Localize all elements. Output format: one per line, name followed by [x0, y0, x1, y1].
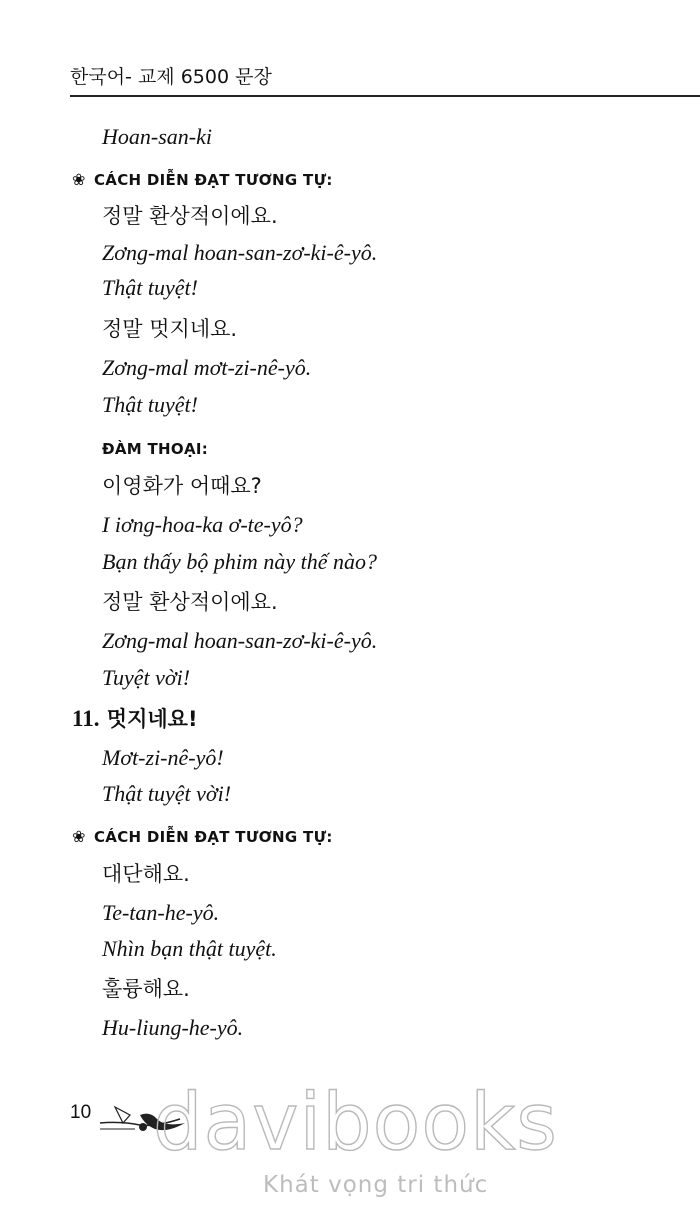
korean-phrase: 정말 멋지네요.	[102, 317, 238, 341]
romanization-line: I iơng-hoa-ka ơ-te-yô?	[102, 512, 303, 537]
flower-icon: ❀	[72, 170, 86, 189]
translation-line: Thật tuyệt!	[102, 392, 198, 417]
page-header	[70, 62, 700, 97]
translation-line: Nhìn bạn thật tuyệt.	[102, 936, 277, 961]
section-heading-dialogue: ĐÀM THOẠI:	[102, 440, 209, 458]
korean-phrase: 훌륭해요.	[102, 977, 190, 1001]
korean-phrase: 정말 환상적이에요.	[102, 204, 278, 228]
romanization-line: Hoan-san-ki	[102, 124, 212, 149]
translation-line: Bạn thấy bộ phim này thế nào?	[102, 549, 377, 574]
header-title: 한국어- 교제 6500 문장	[70, 66, 272, 88]
translation-line: Thật tuyệt vời!	[102, 781, 232, 806]
translation-line: Thật tuyệt!	[102, 275, 198, 300]
romanization-line: Zơng-mal hoan-san-zơ-ki-ê-yô.	[102, 628, 378, 653]
flower-icon: ❀	[72, 827, 86, 846]
entry-number: 11.	[72, 706, 100, 731]
romanization-line: Zơng-mal mơt-zi-nê-yô.	[102, 355, 312, 380]
romanization-line: Mơt-zi-nê-yô!	[102, 745, 224, 770]
section-heading-label: CÁCH DIỄN ĐẠT TƯƠNG TỰ:	[94, 828, 333, 846]
numbered-entry-heading	[72, 703, 198, 733]
page-number: 10	[70, 1102, 92, 1123]
section-heading-label: CÁCH DIỄN ĐẠT TƯƠNG TỰ:	[94, 171, 333, 189]
section-heading-similar	[72, 827, 333, 846]
korean-phrase: 정말 환상적이에요.	[102, 590, 278, 614]
romanization-line: Te-tan-he-yô.	[102, 900, 220, 925]
romanization-line: Hu-liung-he-yô.	[102, 1015, 244, 1040]
watermark-tagline: Khát vọng tri thức	[263, 1172, 489, 1198]
korean-phrase: 이영화가 어때요?	[102, 474, 262, 498]
entry-korean: 멋지네요!	[106, 707, 198, 731]
korean-phrase: 대단해요.	[102, 862, 190, 886]
watermark-logo: davibooks	[153, 1078, 558, 1168]
romanization-line: Zơng-mal hoan-san-zơ-ki-ê-yô.	[102, 240, 378, 265]
translation-line: Tuyệt vời!	[102, 665, 191, 690]
section-heading-similar	[72, 170, 333, 189]
